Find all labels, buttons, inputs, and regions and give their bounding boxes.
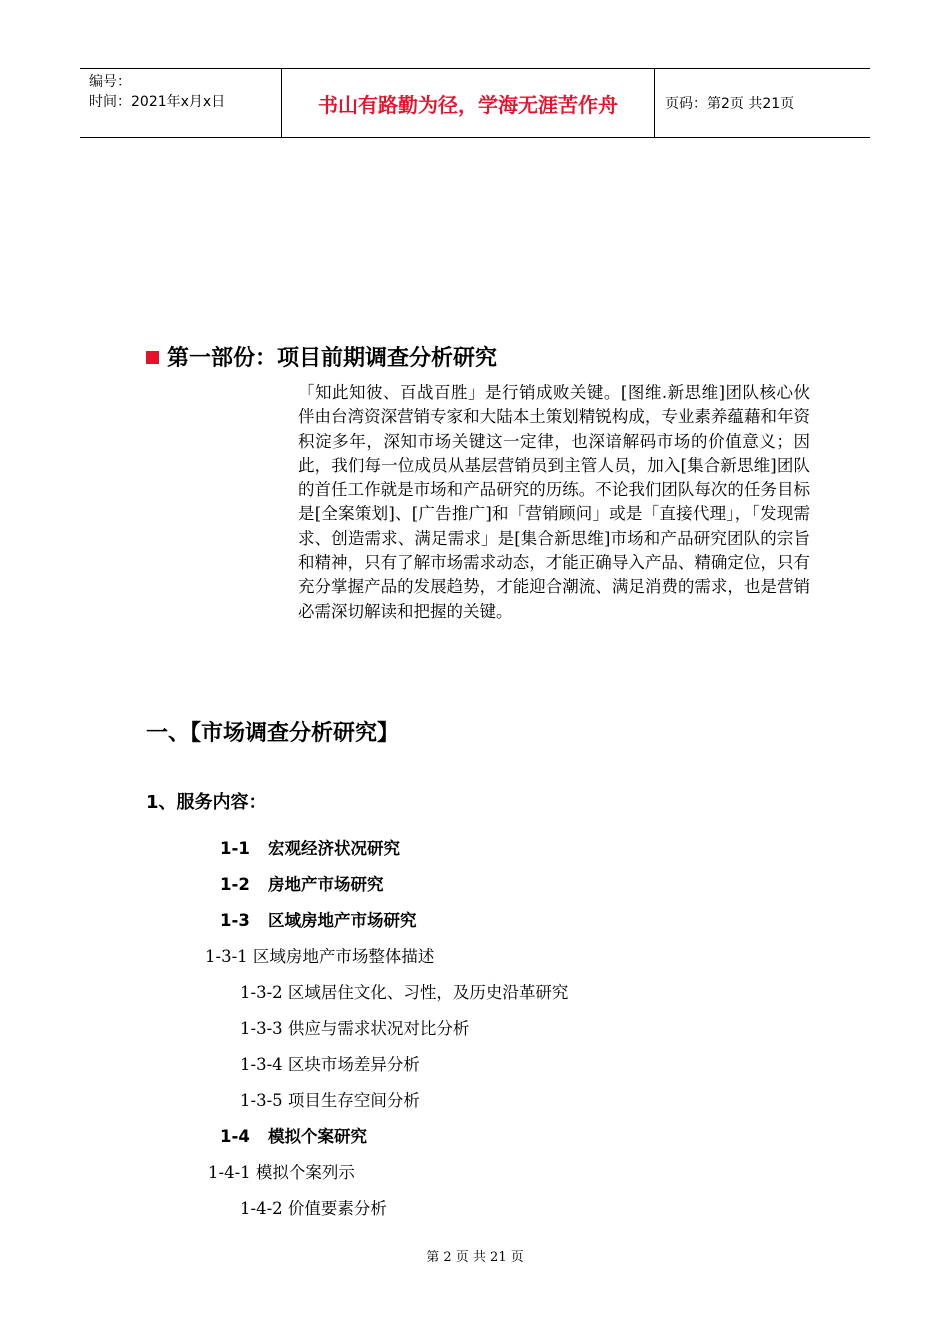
list-item: 1-3-1 区域房地产市场整体描述 (205, 947, 435, 966)
list-item: 1-4 模拟个案研究 (220, 1127, 367, 1146)
list-item: 1-3-3 供应与需求状况对比分析 (240, 1019, 470, 1038)
section-title-text: 第一部份：项目前期调查分析研究 (167, 346, 498, 371)
intro-paragraph: 「知此知彼、百战百胜」是行销成败关键。[图维.新思维]团队核心伙伴由台湾资深营销专家和大陆本土策划精锐构成，专业素养蕴藉和年资积淀多年，深知市场关键这一定律，也深谙解码市场的价值意义；因此，我们每一位成员从基层营销员到主管人员，加入[集合新思维]团队的首任工作就是市场和产品研究的历练。不论我们团队每次的任务目标是[全案策划]、[广告推广]和「营销顾问」或是「直接代理」，「发现需求、创造需求、满足需求」是[集合新思维]市场和产品研究团队的宗旨和精神，只有了解市场需求动态，才能正确导入产品、精确定位，只有充分掌握产品的发展趋势，才能迎合潮流、满足消费的需求，也是营销必需深切解读和把握的关键。 (298, 383, 810, 621)
list-item: 1-3-5 项目生存空间分析 (240, 1091, 420, 1110)
list-item: 1-3-2 区域居住文化、习性，及历史沿革研究 (240, 983, 569, 1002)
header-motto: 书山有路勤为径，学海无涯苦作舟 (282, 69, 655, 137)
red-square-icon (146, 351, 159, 364)
number-label: 编号： (89, 74, 131, 90)
time-label: 时间：2021年x月x日 (89, 94, 226, 110)
list-item: 1-2 房地产市场研究 (220, 875, 384, 894)
list-item: 1-1 宏观经济状况研究 (220, 839, 400, 858)
list-item: 1-3-4 区块市场差异分析 (240, 1055, 420, 1074)
section-title (146, 344, 497, 374)
heading-service-content: 1、服务内容： (146, 792, 267, 813)
list-item: 1-4-2 价值要素分析 (240, 1199, 387, 1218)
header-table (80, 68, 870, 138)
page-footer: 第 2 页 共 21 页 (426, 1250, 524, 1265)
list-item: 1-4-1 模拟个案列示 (208, 1163, 355, 1182)
list-item: 1-3 区域房地产市场研究 (220, 911, 417, 930)
header-page-code: 页码：第2页 共21页 (665, 96, 795, 112)
heading-market-research: 一、【市场调查分析研究】 (146, 721, 400, 746)
header-meta (80, 69, 282, 137)
